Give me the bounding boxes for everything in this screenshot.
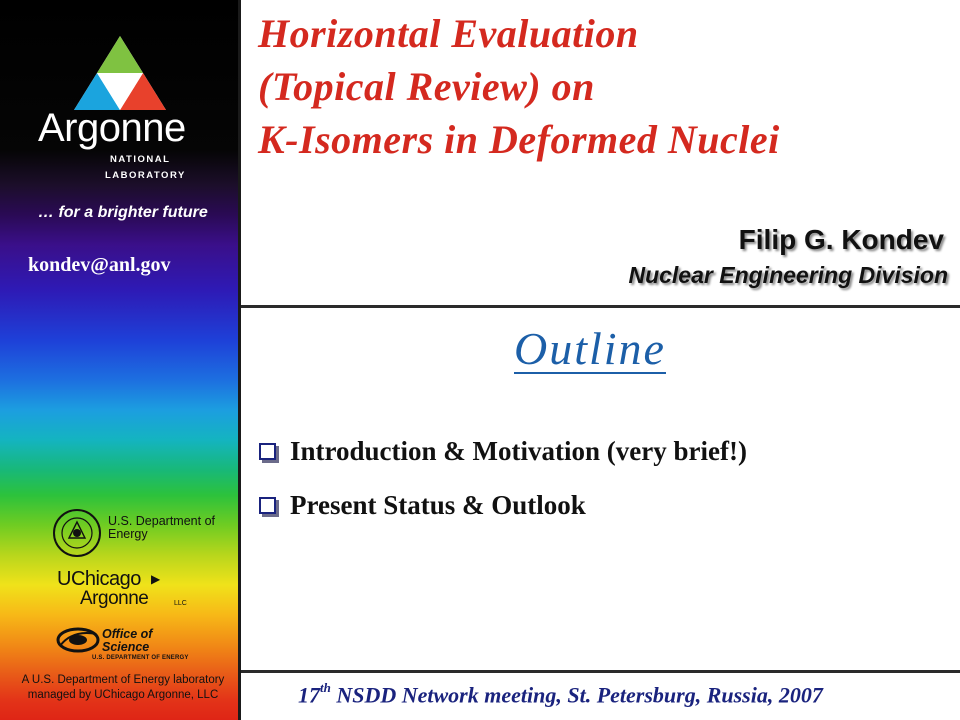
doe-lab-statement-line1: A U.S. Department of Energy laboratory (21, 674, 225, 686)
uchicago-arrow-icon: ▶ (151, 572, 161, 586)
footer-ordinal: 17 (298, 682, 320, 708)
outline-heading: Outline (514, 323, 666, 374)
slide-title-line3: K-Isomers in Deformed Nuclei (258, 117, 780, 162)
outline-item-text: Introduction & Motivation (very brief!) (290, 436, 747, 466)
uchicago-wordmark: UChicago (57, 568, 141, 590)
header-rule (241, 305, 960, 308)
footer-meeting-info (298, 682, 823, 708)
outline-item-text: Present Status & Outlook (290, 490, 586, 520)
office-doe-label: U.S. DEPARTMENT OF ENERGY (92, 655, 189, 661)
office-of-science-logo-icon (56, 626, 100, 654)
outline-item (259, 436, 747, 467)
uchicago-llc-text: LLC (174, 600, 187, 607)
doe-seal-icon (52, 508, 102, 558)
doe-lab-statement-line2: managed by UChicago Argonne, LLC (27, 689, 219, 701)
doe-label: U.S. Department of Energy (108, 514, 215, 541)
logo-laboratory-text: LABORATORY (105, 170, 186, 181)
logo-tagline: … for a brighter future (38, 204, 208, 221)
checkbox-bullet-icon (259, 443, 276, 460)
vertical-divider (238, 0, 241, 720)
argonne-triangle-logo-icon (74, 36, 166, 110)
outline-item (259, 490, 586, 521)
checkbox-bullet-icon (259, 497, 276, 514)
office-of-science-label: Office of Science (102, 627, 153, 654)
logo-national-text: NATIONAL (110, 154, 171, 165)
author-name: Filip G. Kondev (738, 224, 944, 255)
uchicago-argonne-wordmark: Argonne (80, 588, 149, 609)
footer-ordinal-suffix: th (320, 680, 331, 695)
author-division: Nuclear Engineering Division (628, 262, 948, 288)
argonne-logo-wordmark: Argonne (38, 106, 186, 150)
contact-email: kondev@anl.gov (28, 254, 171, 276)
footer-text: NSDD Network meeting, St. Petersburg, Russia, 2007 (330, 682, 823, 708)
footer-rule (241, 670, 960, 673)
slide-title-line1: Horizontal Evaluation (258, 11, 639, 56)
slide-title-line2: (Topical Review) on (258, 64, 595, 109)
